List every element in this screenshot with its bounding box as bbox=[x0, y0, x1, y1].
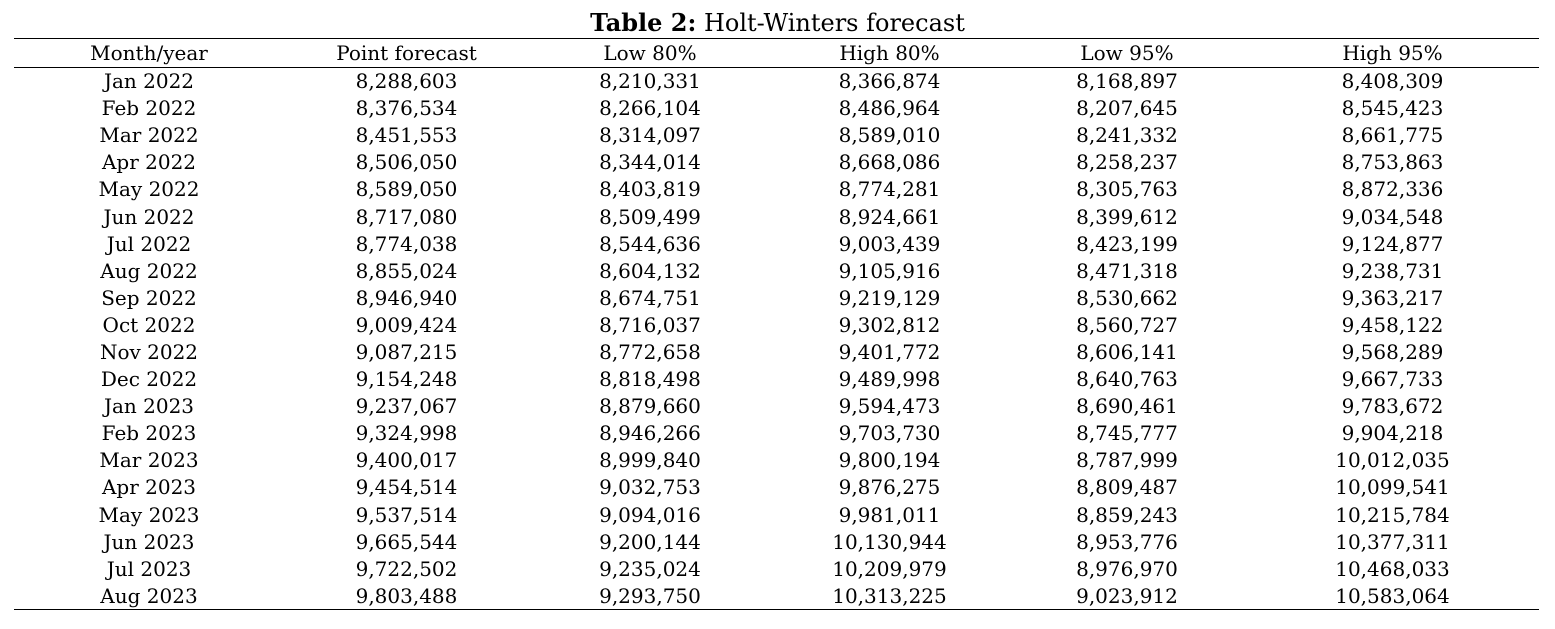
low-80-cell: 8,509,499 bbox=[599, 204, 701, 229]
month-year-cell: Apr 2022 bbox=[101, 150, 197, 175]
low-80-cell: 8,818,498 bbox=[599, 367, 701, 392]
high-95-cell: 8,545,423 bbox=[1341, 96, 1444, 121]
low-80-cell: 8,674,751 bbox=[599, 285, 701, 310]
table-row bbox=[14, 95, 1539, 122]
table-row bbox=[14, 366, 1539, 393]
low-95-cell: 8,471,318 bbox=[1076, 258, 1178, 283]
high-95-cell: 8,753,863 bbox=[1341, 150, 1444, 175]
point-forecast-cell: 8,589,050 bbox=[355, 177, 458, 202]
low-80-cell: 8,314,097 bbox=[599, 123, 701, 148]
month-year-cell: Jul 2022 bbox=[106, 231, 192, 256]
low-80-cell: 8,544,636 bbox=[599, 231, 701, 256]
point-forecast-cell: 9,009,424 bbox=[355, 312, 458, 337]
month-year-cell: May 2023 bbox=[98, 502, 200, 527]
table-row bbox=[14, 474, 1539, 501]
point-forecast-cell: 9,087,215 bbox=[355, 339, 458, 364]
month-year-cell: Jul 2023 bbox=[106, 556, 192, 581]
low-95-cell: 8,305,763 bbox=[1076, 177, 1178, 202]
month-year-cell: Mar 2022 bbox=[99, 123, 199, 148]
low-80-cell: 8,344,014 bbox=[599, 150, 701, 175]
point-forecast-cell: 8,774,038 bbox=[355, 231, 458, 256]
high-95-cell: 9,904,218 bbox=[1341, 421, 1444, 446]
high-80-cell: 9,003,439 bbox=[838, 231, 941, 256]
point-forecast-cell: 9,237,067 bbox=[355, 394, 458, 419]
table-row bbox=[14, 338, 1539, 365]
point-forecast-cell: 9,154,248 bbox=[355, 367, 458, 392]
low-95-cell: 8,859,243 bbox=[1076, 502, 1178, 527]
month-year-cell: Feb 2022 bbox=[101, 96, 197, 121]
point-forecast-cell: 9,454,514 bbox=[355, 475, 458, 500]
high-80-cell: 9,703,730 bbox=[838, 421, 941, 446]
high-80-cell: 9,594,473 bbox=[838, 394, 941, 419]
point-forecast-cell: 8,451,553 bbox=[355, 123, 458, 148]
high-95-cell: 10,012,035 bbox=[1335, 448, 1450, 473]
table-row bbox=[14, 149, 1539, 176]
month-year-cell: Jun 2023 bbox=[103, 529, 195, 554]
month-year-cell: Apr 2023 bbox=[101, 475, 197, 500]
low-95-cell: 8,423,199 bbox=[1076, 231, 1178, 256]
high-95-cell: 10,583,064 bbox=[1246, 582, 1539, 609]
high-95-cell: 9,034,548 bbox=[1341, 204, 1444, 229]
low-95-cell: 8,399,612 bbox=[1076, 204, 1178, 229]
month-year-cell: Dec 2022 bbox=[100, 367, 198, 392]
table-row bbox=[14, 203, 1539, 230]
high-95-cell: 10,377,311 bbox=[1335, 529, 1450, 554]
high-95-cell: 9,667,733 bbox=[1341, 367, 1444, 392]
column-header-point-forecast: Point forecast bbox=[284, 39, 529, 68]
low-80-cell: 9,293,750 bbox=[529, 582, 771, 609]
month-year-cell: Jun 2022 bbox=[103, 204, 195, 229]
point-forecast-cell: 8,506,050 bbox=[355, 150, 458, 175]
high-95-cell: 9,783,672 bbox=[1341, 394, 1444, 419]
table-row bbox=[14, 528, 1539, 555]
low-80-cell: 8,716,037 bbox=[599, 312, 701, 337]
high-95-cell: 10,468,033 bbox=[1335, 556, 1450, 581]
high-80-cell: 9,876,275 bbox=[838, 475, 941, 500]
high-95-cell: 8,661,775 bbox=[1341, 123, 1444, 148]
table-row bbox=[14, 393, 1539, 420]
low-80-cell: 8,604,132 bbox=[599, 258, 701, 283]
high-80-cell: 8,589,010 bbox=[838, 123, 941, 148]
high-95-cell: 9,363,217 bbox=[1341, 285, 1444, 310]
high-80-cell: 9,219,129 bbox=[838, 285, 941, 310]
month-year-cell: Feb 2023 bbox=[101, 421, 197, 446]
low-80-cell: 8,879,660 bbox=[599, 394, 701, 419]
point-forecast-cell: 9,324,998 bbox=[355, 421, 458, 446]
column-header-low-80: Low 80% bbox=[529, 39, 771, 68]
low-95-cell: 8,168,897 bbox=[1076, 69, 1178, 94]
high-80-cell: 9,800,194 bbox=[838, 448, 941, 473]
high-95-cell: 9,124,877 bbox=[1341, 231, 1444, 256]
low-95-cell: 8,560,727 bbox=[1076, 312, 1178, 337]
table-row bbox=[14, 555, 1539, 582]
low-80-cell: 9,032,753 bbox=[599, 475, 701, 500]
table-caption-label: Table 2: bbox=[590, 8, 697, 37]
high-80-cell: 9,302,812 bbox=[838, 312, 941, 337]
high-80-cell: 9,489,998 bbox=[838, 367, 941, 392]
month-year-cell: Mar 2023 bbox=[99, 448, 199, 473]
month-year-cell: Aug 2022 bbox=[100, 258, 198, 283]
low-95-cell: 8,690,461 bbox=[1076, 394, 1178, 419]
low-95-cell: 8,640,763 bbox=[1076, 367, 1178, 392]
high-80-cell: 9,981,011 bbox=[838, 502, 941, 527]
high-80-cell: 8,924,661 bbox=[838, 204, 941, 229]
high-95-cell: 9,238,731 bbox=[1341, 258, 1444, 283]
low-95-cell: 8,207,645 bbox=[1076, 96, 1178, 121]
point-forecast-cell: 9,665,544 bbox=[355, 529, 458, 554]
low-95-cell: 8,606,141 bbox=[1076, 339, 1178, 364]
low-80-cell: 8,266,104 bbox=[599, 96, 701, 121]
table-row bbox=[14, 447, 1539, 474]
low-80-cell: 8,210,331 bbox=[599, 69, 701, 94]
month-year-cell: May 2022 bbox=[98, 177, 200, 202]
table-row bbox=[14, 311, 1539, 338]
low-95-cell: 8,976,970 bbox=[1076, 556, 1178, 581]
table-row bbox=[14, 284, 1539, 311]
low-95-cell: 8,745,777 bbox=[1076, 421, 1178, 446]
table-row bbox=[14, 257, 1539, 284]
high-80-cell: 8,668,086 bbox=[838, 150, 941, 175]
high-80-cell: 9,401,772 bbox=[838, 339, 941, 364]
point-forecast-cell: 8,288,603 bbox=[355, 69, 458, 94]
table-body bbox=[14, 68, 1539, 610]
high-95-cell: 9,568,289 bbox=[1341, 339, 1444, 364]
high-80-cell: 8,366,874 bbox=[838, 69, 941, 94]
point-forecast-cell: 9,537,514 bbox=[355, 502, 458, 527]
high-80-cell: 10,130,944 bbox=[832, 529, 947, 554]
high-80-cell: 10,313,225 bbox=[771, 582, 1008, 609]
high-95-cell: 10,099,541 bbox=[1335, 475, 1450, 500]
column-header-month-year: Month/year bbox=[14, 39, 284, 68]
point-forecast-cell: 9,400,017 bbox=[355, 448, 458, 473]
low-95-cell: 8,241,332 bbox=[1076, 123, 1178, 148]
table-row bbox=[14, 68, 1539, 95]
low-80-cell: 9,235,024 bbox=[599, 556, 701, 581]
point-forecast-cell: 9,803,488 bbox=[284, 582, 529, 609]
point-forecast-cell: 8,855,024 bbox=[355, 258, 458, 283]
table-caption bbox=[0, 8, 1555, 38]
table-row bbox=[14, 176, 1539, 203]
high-95-cell: 8,872,336 bbox=[1341, 177, 1444, 202]
high-80-cell: 8,486,964 bbox=[838, 96, 941, 121]
table-row bbox=[14, 501, 1539, 528]
low-80-cell: 8,772,658 bbox=[599, 339, 701, 364]
high-95-cell: 8,408,309 bbox=[1341, 69, 1444, 94]
header-row bbox=[14, 39, 1539, 68]
column-header-low-95: Low 95% bbox=[1008, 39, 1246, 68]
month-year-cell: Aug 2023 bbox=[14, 582, 284, 609]
forecast-table bbox=[14, 38, 1539, 610]
low-80-cell: 9,094,016 bbox=[599, 502, 701, 527]
month-year-cell: Sep 2022 bbox=[101, 285, 197, 310]
month-year-cell: Jan 2023 bbox=[103, 394, 195, 419]
low-80-cell: 8,403,819 bbox=[599, 177, 701, 202]
high-95-cell: 9,458,122 bbox=[1341, 312, 1444, 337]
point-forecast-cell: 8,946,940 bbox=[355, 285, 458, 310]
low-95-cell: 9,023,912 bbox=[1008, 582, 1246, 609]
point-forecast-cell: 8,376,534 bbox=[355, 96, 458, 121]
low-95-cell: 8,258,237 bbox=[1076, 150, 1178, 175]
high-80-cell: 10,209,979 bbox=[832, 556, 947, 581]
month-year-cell: Jan 2022 bbox=[103, 69, 195, 94]
table-row bbox=[14, 582, 1539, 609]
point-forecast-cell: 8,717,080 bbox=[355, 204, 458, 229]
table-row bbox=[14, 420, 1539, 447]
month-year-cell: Nov 2022 bbox=[99, 339, 199, 364]
table-caption-title: Holt-Winters forecast bbox=[703, 9, 965, 37]
table-row bbox=[14, 122, 1539, 149]
low-95-cell: 8,809,487 bbox=[1076, 475, 1178, 500]
low-95-cell: 8,953,776 bbox=[1076, 529, 1178, 554]
point-forecast-cell: 9,722,502 bbox=[355, 556, 458, 581]
high-80-cell: 9,105,916 bbox=[838, 258, 941, 283]
month-year-cell: Oct 2022 bbox=[102, 312, 196, 337]
low-80-cell: 9,200,144 bbox=[599, 529, 701, 554]
column-header-high-95: High 95% bbox=[1246, 39, 1539, 68]
low-95-cell: 8,530,662 bbox=[1076, 285, 1178, 310]
column-header-high-80: High 80% bbox=[771, 39, 1008, 68]
low-80-cell: 8,999,840 bbox=[599, 448, 701, 473]
high-95-cell: 10,215,784 bbox=[1335, 502, 1450, 527]
low-80-cell: 8,946,266 bbox=[599, 421, 701, 446]
low-95-cell: 8,787,999 bbox=[1076, 448, 1178, 473]
table-row bbox=[14, 230, 1539, 257]
high-80-cell: 8,774,281 bbox=[838, 177, 941, 202]
table-header bbox=[14, 39, 1539, 68]
